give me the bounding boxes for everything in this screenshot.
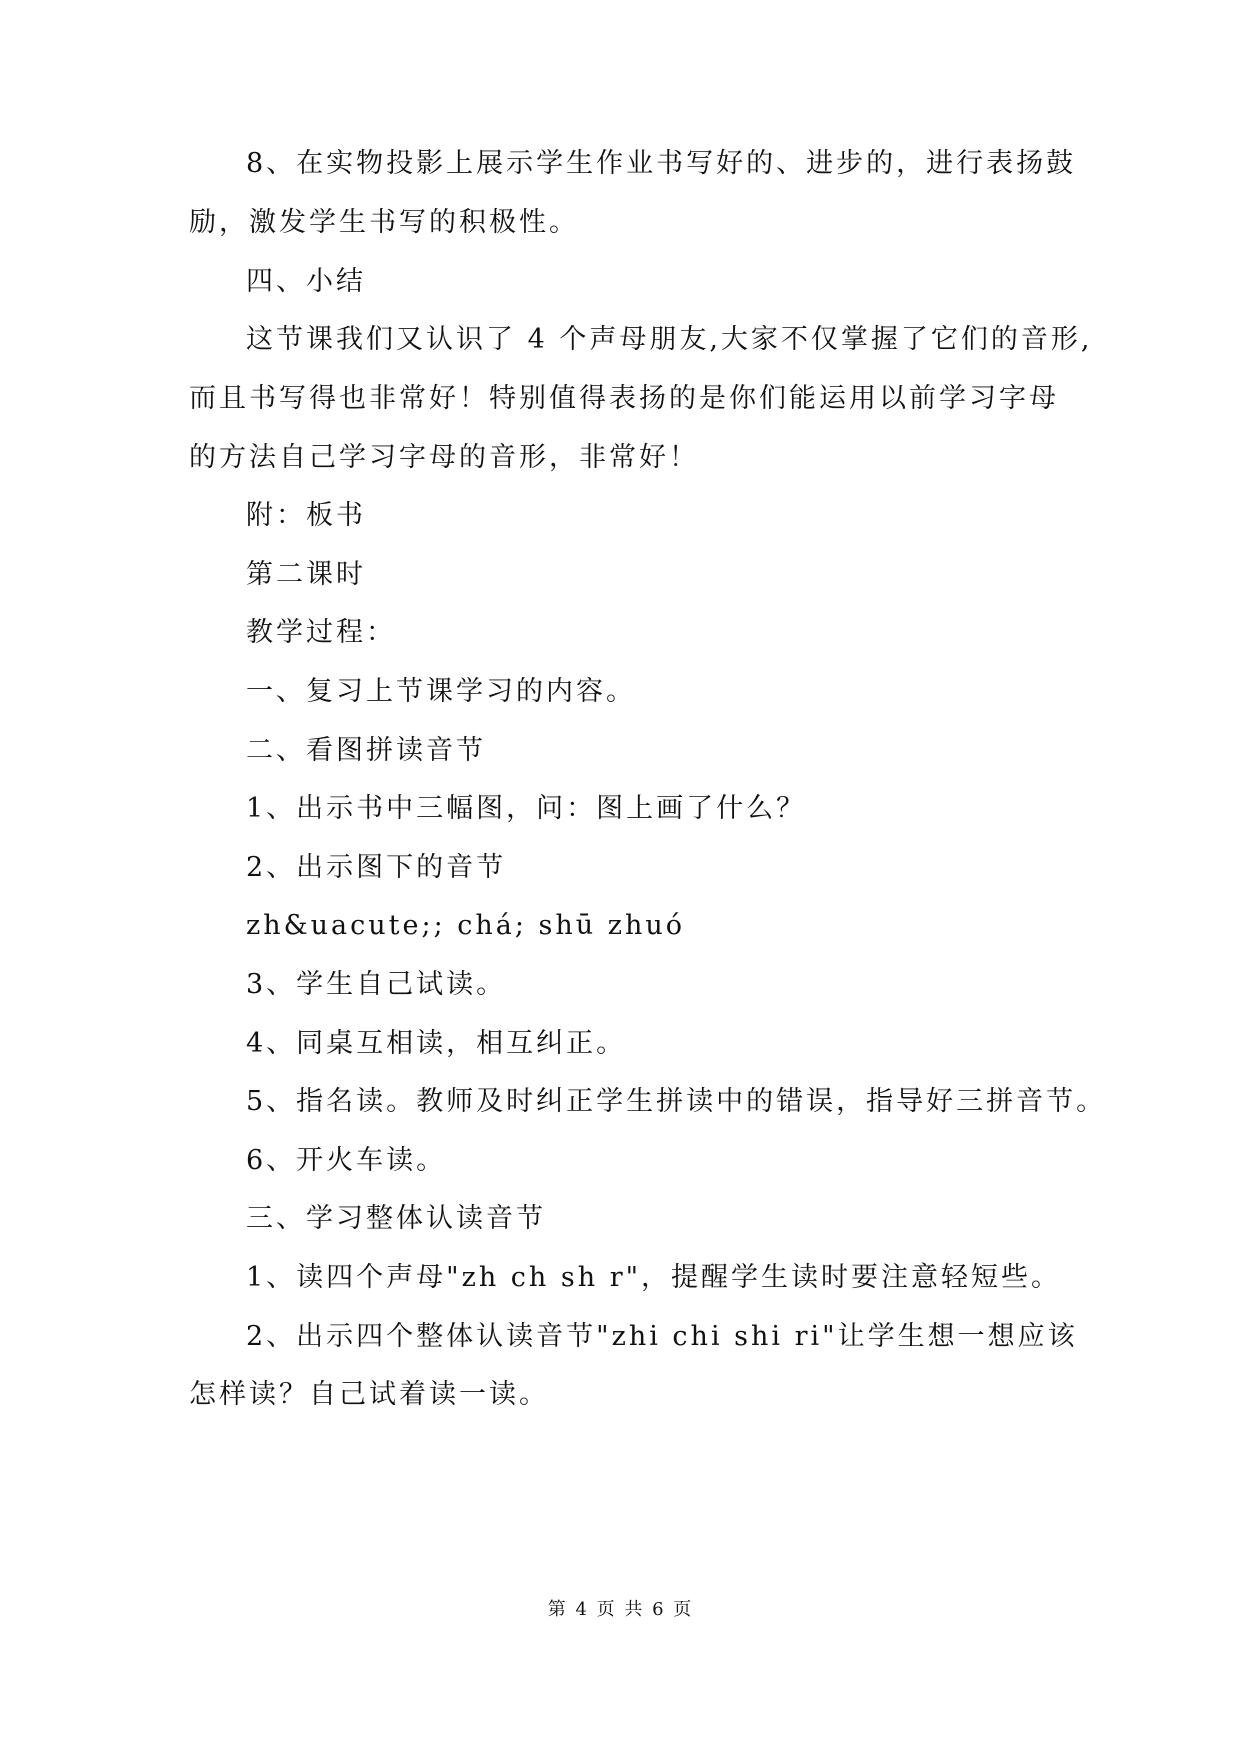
paragraph-line: 教学过程： — [246, 617, 396, 648]
paragraph-line: 一、复习上节课学习的内容。 — [246, 676, 636, 707]
paragraph-line: 附：板书 — [246, 500, 366, 531]
section-heading: 四、小结 — [246, 266, 366, 297]
paragraph-line: 怎样读？自己试着读一读。 — [189, 1379, 549, 1410]
paragraph-line: 8、在实物投影上展示学生作业书写好的、进步的，进行表扬鼓 — [246, 148, 1077, 179]
paragraph-line: 4、同桌互相读，相互纠正。 — [246, 1028, 627, 1059]
paragraph-line: 这节课我们又认识了 4 个声母朋友,大家不仅掌握了它们的音形, — [246, 324, 1093, 355]
page-footer: 第 4 页 共 6 页 — [547, 1599, 694, 1620]
section-heading: 二、看图拼读音节 — [246, 735, 486, 766]
paragraph-line: 2、出示四个整体认读音节"zhi chi shi ri"让学生想一想应该 — [246, 1321, 1078, 1352]
section-heading: 三、学习整体认读音节 — [246, 1203, 546, 1234]
pinyin-line: zh&uacute;; chá; shū zhuó — [246, 910, 686, 941]
paragraph-line: 6、开火车读。 — [246, 1145, 447, 1176]
paragraph-line: 5、指名读。教师及时纠正学生拼读中的错误，指导好三拼音节。 — [246, 1086, 1107, 1117]
section-heading: 第二课时 — [246, 559, 366, 590]
paragraph-line: 1、读四个声母"zh ch sh r"，提醒学生读时要注意轻短些。 — [246, 1262, 1062, 1293]
paragraph-line: 而且书写得也非常好！特别值得表扬的是你们能运用以前学习字母 — [189, 383, 1059, 414]
paragraph-line: 的方法自己学习字母的音形，非常好！ — [189, 442, 699, 473]
paragraph-line: 2、出示图下的音节 — [246, 852, 507, 883]
paragraph-line: 3、学生自己试读。 — [246, 969, 507, 1000]
paragraph-line: 1、出示书中三幅图，问：图上画了什么？ — [246, 793, 807, 824]
paragraph-line: 励，激发学生书写的积极性。 — [189, 207, 579, 238]
